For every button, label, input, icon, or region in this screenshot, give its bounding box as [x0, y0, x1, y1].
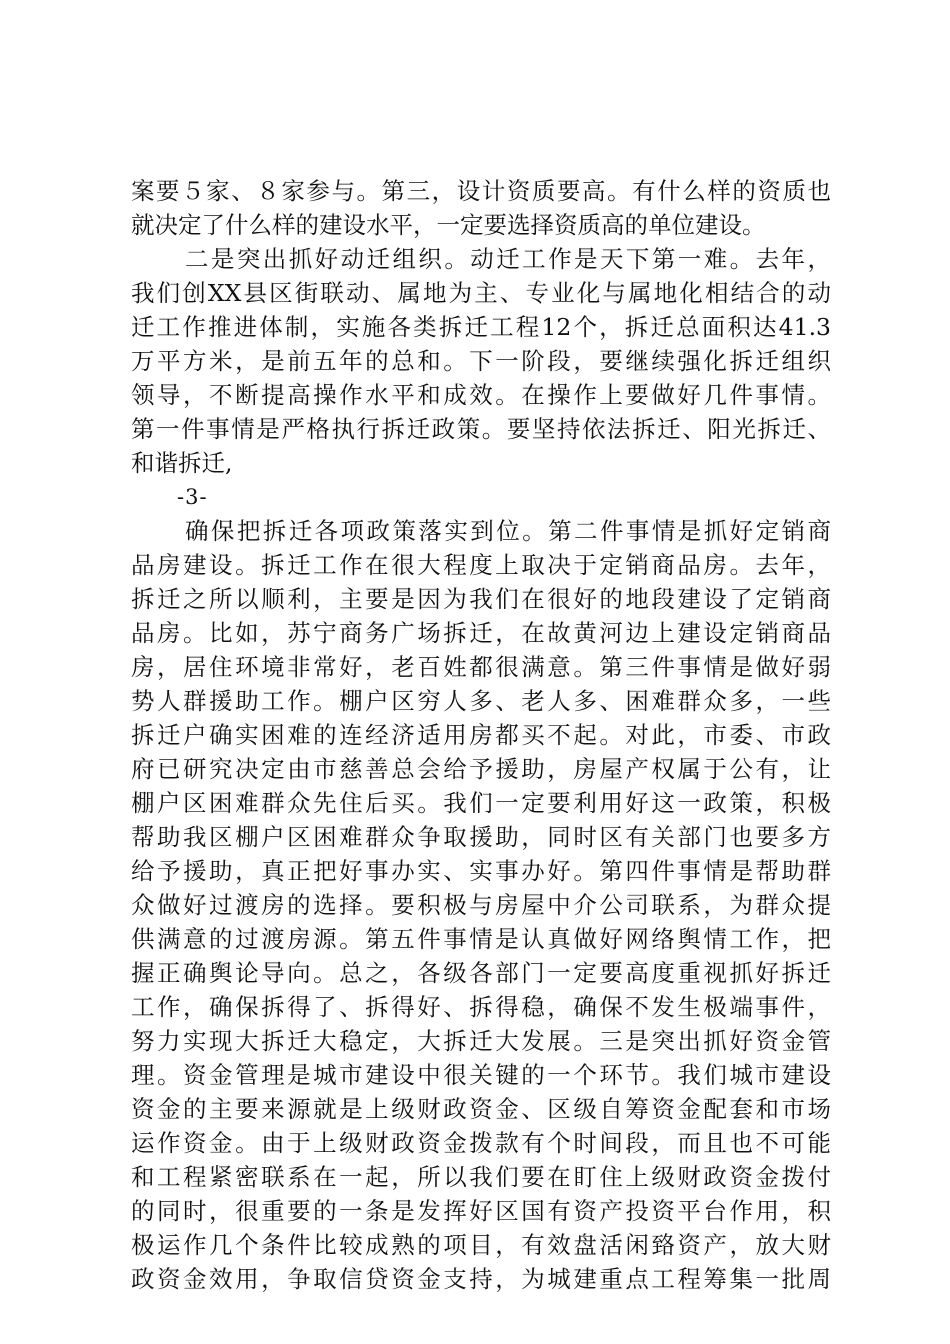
text-line: 和谐拆迁, [131, 449, 233, 477]
page-marker: -3- [177, 485, 208, 509]
text-line: 品房。比如，苏宁商务广场拆迁，在故黄河边上建设定销商品 [131, 619, 831, 647]
text-line: 品房建设。拆迁工作在很大程度上取决于定销商品房。去年， [131, 551, 831, 579]
text-line: 帮助我区棚户区困难群众争取援助，同时区有关部门也要多方 [131, 823, 831, 851]
text-line: 极运作几个条件比较成熟的项目，有效盘活闲臵资产，放大财 [131, 1231, 831, 1259]
text-line: 拆迁户确实困难的连经济适用房都买不起。对此，市委、市政 [131, 721, 831, 749]
text-line: 房，居住环境非常好，老百姓都很满意。第三件事情是做好弱 [131, 653, 831, 681]
text-line: 府已研究决定由市慈善总会给予援助，房屋产权属于公有，让 [131, 755, 831, 783]
paragraph-first-line: 二是突出抓好动迁组织。动迁工作是天下第一难。去年， [185, 245, 831, 273]
text-line: 案要５家、８家参与。第三，设计资质要高。有什么样的资质也 [131, 177, 831, 205]
text-line: 的同时，很重要的一条是发挥好区国有资产投资平台作用，积 [131, 1197, 831, 1225]
text-line: 政资金效用，争取信贷资金支持，为城建重点工程筹集一批周 [131, 1265, 831, 1293]
text-line: 迁工作推进体制，实施各类拆迁工程12个，拆迁总面积达41.3 [131, 313, 831, 341]
text-line: 理。资金管理是城市建设中很关键的一个环节。我们城市建设 [131, 1061, 831, 1089]
text-line: 供满意的过渡房源。第五件事情是认真做好网络舆情工作，把 [131, 925, 831, 953]
text-line: 就决定了什么样的建设水平，一定要选择资质高的单位建设。 [131, 211, 766, 239]
text-line: 和工程紧密联系在一起，所以我们要在盯住上级财政资金拨付 [131, 1163, 831, 1191]
paragraph-first-line: 确保把拆迁各项政策落实到位。第二件事情是抓好定销商 [185, 517, 831, 545]
text-line: 工作，确保拆得了、拆得好、拆得稳，确保不发生极端事件， [131, 993, 831, 1021]
text-line: 第一件事情是严格执行拆迁政策。要坚持依法拆迁、阳光拆迁、 [131, 415, 831, 443]
text-line: 领导，不断提高操作水平和成效。在操作上要做好几件事情。 [131, 381, 831, 409]
text-line: 我们创XX县区街联动、属地为主、专业化与属地化相结合的动 [131, 279, 831, 307]
text-line: 棚户区困难群众先住后买。我们一定要利用好这一政策，积极 [131, 789, 831, 817]
text-line: 握正确舆论导向。总之，各级各部门一定要高度重视抓好拆迁 [131, 959, 831, 987]
text-line: 资金的主要来源就是上级财政资金、区级自筹资金配套和市场 [131, 1095, 831, 1123]
text-line: 努力实现大拆迁大稳定，大拆迁大发展。三是突出抓好资金管 [131, 1027, 831, 1055]
text-line: 众做好过渡房的选择。要积极与房屋中介公司联系，为群众提 [131, 891, 831, 919]
text-line: 拆迁之所以顺利，主要是因为我们在很好的地段建设了定销商 [131, 585, 831, 613]
text-line: 给予援助，真正把好事办实、实事办好。第四件事情是帮助群 [131, 857, 831, 885]
text-line: 万平方米，是前五年的总和。下一阶段，要继续强化拆迁组织 [131, 347, 831, 375]
text-line: 运作资金。由于上级财政资金拨款有个时间段，而且也不可能 [131, 1129, 831, 1157]
text-line: 势人群援助工作。棚户区穷人多、老人多、困难群众多，一些 [131, 687, 831, 715]
